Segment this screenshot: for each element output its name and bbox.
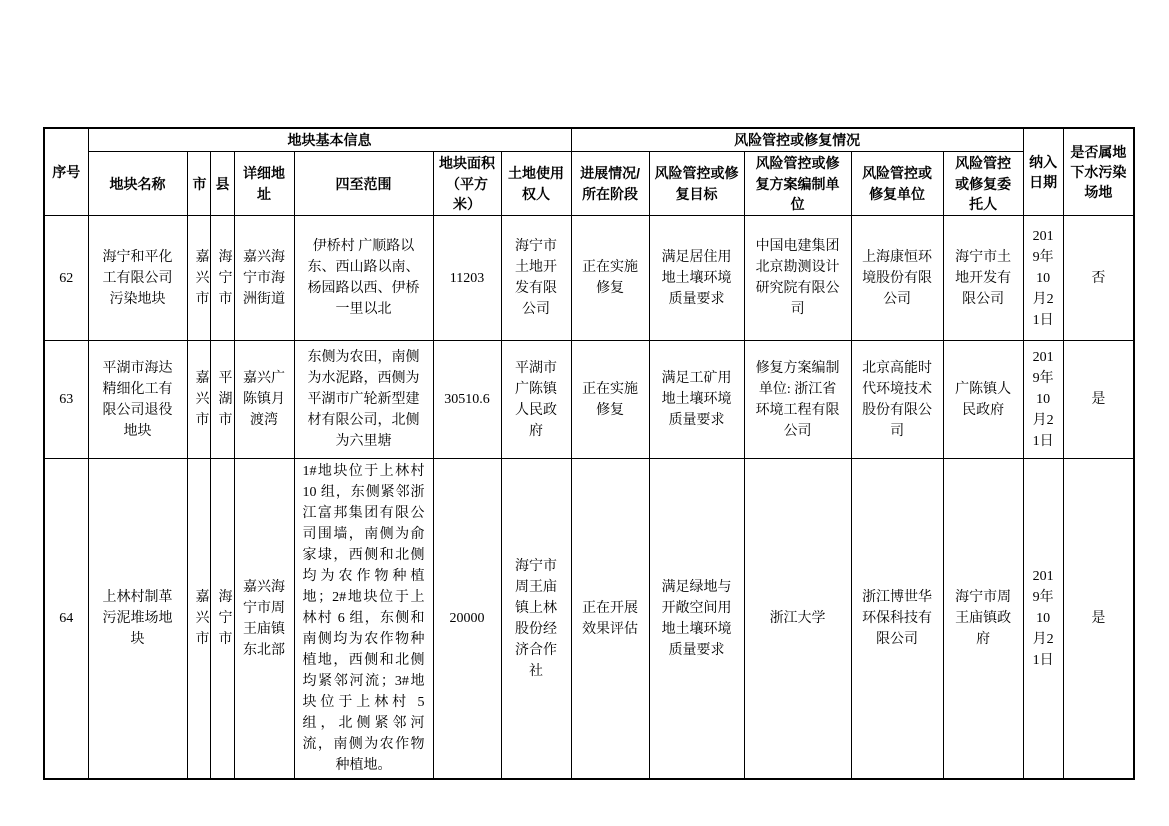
col-header-name: 地块名称: [88, 152, 187, 216]
cell-include-date: 2019年10月21日: [1023, 341, 1063, 459]
cell-progress: 正在开展效果评估: [571, 459, 649, 780]
cell-range: 东侧为农田，南侧为水泥路，西侧为平湖市广轮新型建材有限公司，北侧为六里塘: [294, 341, 433, 459]
cell-owner: 海宁市土地开发有限公司: [501, 216, 571, 341]
cell-name: 海宁和平化工有限公司污染地块: [88, 216, 187, 341]
table-row: [44, 216, 1134, 341]
group-header-risk-info: 风险管控或修复情况: [571, 128, 1023, 152]
cell-city: 嘉兴市: [187, 341, 210, 459]
cell-groundwater: 否: [1063, 216, 1134, 341]
cell-name: 平湖市海达精细化工有限公司退役地块: [88, 341, 187, 459]
cell-target: 满足绿地与开敞空间用地土壤环境质量要求: [649, 459, 744, 780]
cell-county: 平湖市: [210, 341, 234, 459]
col-header-range: 四至范围: [294, 152, 433, 216]
cell-area: 30510.6: [433, 341, 501, 459]
cell-repair-unit: 上海康恒环境股份有限公司: [851, 216, 943, 341]
col-header-include-date: 纳入日期: [1023, 128, 1063, 216]
cell-include-date: 2019年10月21日: [1023, 459, 1063, 780]
col-header-address: 详细地址: [234, 152, 294, 216]
cell-area: 20000: [433, 459, 501, 780]
cell-include-date: 2019年10月21日: [1023, 216, 1063, 341]
col-header-city: 市: [187, 152, 210, 216]
group-header-basic-info: 地块基本信息: [88, 128, 571, 152]
col-header-groundwater: 是否属地下水污染场地: [1063, 128, 1134, 216]
land-parcel-table: [43, 127, 1135, 780]
col-header-client: 风险管控或修复委托人: [943, 152, 1023, 216]
cell-plan-unit: 修复方案编制单位: 浙江省环境工程有限公司: [744, 341, 851, 459]
cell-range: 伊桥村 广顺路以东、西山路以南、杨园路以西、伊桥一里以北: [294, 216, 433, 341]
cell-repair-unit: 北京高能时代环境技术股份有限公司: [851, 341, 943, 459]
col-header-area: 地块面积（平方米）: [433, 152, 501, 216]
col-header-repair-unit: 风险管控或修复单位: [851, 152, 943, 216]
cell-groundwater: 是: [1063, 341, 1134, 459]
cell-address: 嘉兴广陈镇月渡湾: [234, 341, 294, 459]
col-header-county: 县: [210, 152, 234, 216]
cell-name: 上林村制革污泥堆场地块: [88, 459, 187, 780]
cell-address: 嘉兴海宁市海洲街道: [234, 216, 294, 341]
col-header-progress: 进展情况/所在阶段: [571, 152, 649, 216]
cell-serial: 64: [44, 459, 88, 780]
cell-serial: 62: [44, 216, 88, 341]
cell-city: 嘉兴市: [187, 459, 210, 780]
cell-serial: 63: [44, 341, 88, 459]
cell-groundwater: 是: [1063, 459, 1134, 780]
col-header-serial: 序号: [44, 128, 88, 216]
cell-area: 11203: [433, 216, 501, 341]
col-header-target: 风险管控或修复目标: [649, 152, 744, 216]
cell-address: 嘉兴海宁市周王庙镇东北部: [234, 459, 294, 780]
cell-county: 海宁市: [210, 459, 234, 780]
col-header-plan-unit: 风险管控或修复方案编制单位: [744, 152, 851, 216]
table-row: [44, 459, 1134, 780]
cell-county: 海宁市: [210, 216, 234, 341]
cell-client: 海宁市周王庙镇政府: [943, 459, 1023, 780]
cell-owner: 平湖市广陈镇人民政府: [501, 341, 571, 459]
cell-progress: 正在实施修复: [571, 341, 649, 459]
cell-repair-unit: 浙江博世华环保科技有限公司: [851, 459, 943, 780]
cell-plan-unit: 浙江大学: [744, 459, 851, 780]
col-header-owner: 土地使用权人: [501, 152, 571, 216]
cell-client: 广陈镇人民政府: [943, 341, 1023, 459]
table-row: [44, 341, 1134, 459]
cell-plan-unit: 中国电建集团北京勘测设计研究院有限公司: [744, 216, 851, 341]
cell-progress: 正在实施修复: [571, 216, 649, 341]
cell-owner: 海宁市周王庙镇上林股份经济合作社: [501, 459, 571, 780]
cell-city: 嘉兴市: [187, 216, 210, 341]
cell-target: 满足工矿用地土壤环境质量要求: [649, 341, 744, 459]
cell-range: 1#地块位于上林村 10 组，东侧紧邻浙江富邦集团有限公司围墙，南侧为俞家埭，西侧和北侧均为农作物种植地；2#地块位于上林村 6 组，东侧和南侧均为农作物种植地，西侧和北侧均紧邻河流；3#地块位于上林村 5 组，北侧紧邻河流，南侧为农作物种植地。: [294, 459, 433, 780]
cell-target: 满足居住用地土壤环境质量要求: [649, 216, 744, 341]
cell-client: 海宁市土地开发有限公司: [943, 216, 1023, 341]
